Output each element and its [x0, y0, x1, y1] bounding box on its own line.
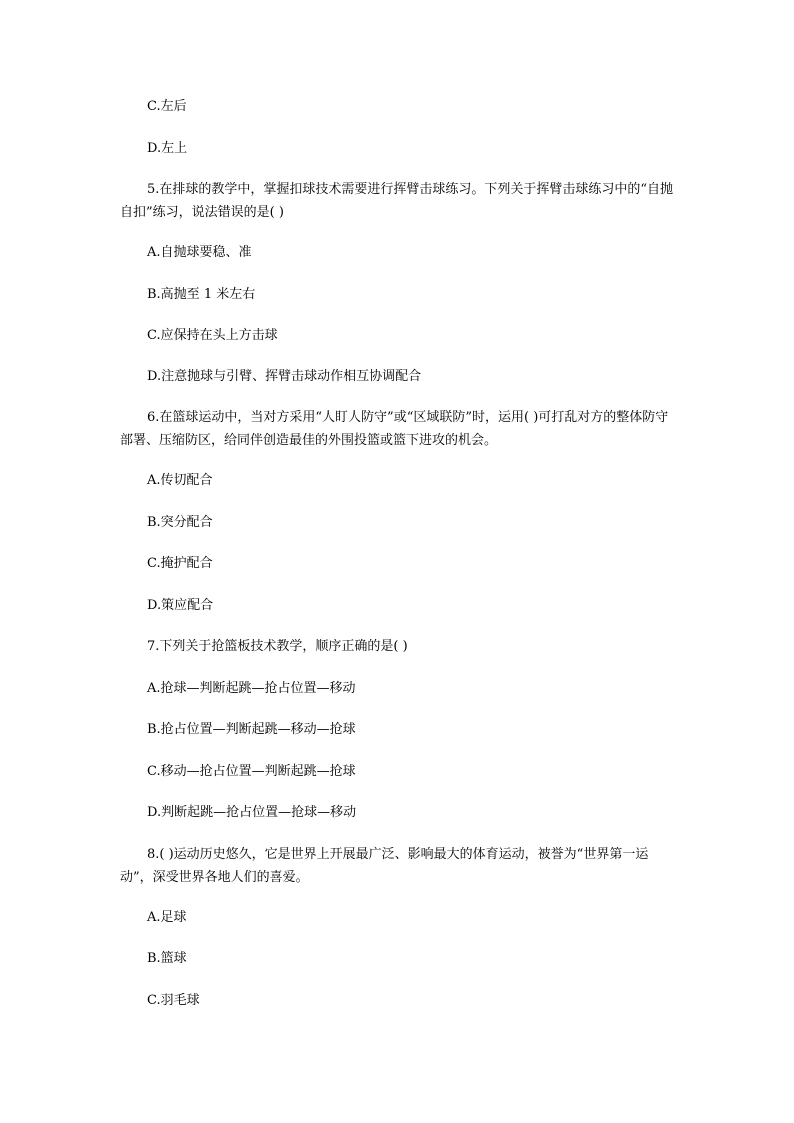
- q6-option-c: C.掩护配合: [147, 556, 213, 571]
- q7-stem: 7.下列关于抢篮板技术教学，顺序正确的是( ): [147, 639, 408, 654]
- q5-option-c: C.应保持在头上方击球: [147, 328, 278, 343]
- q5-option-b: B.高抛至 1 米左右: [147, 287, 256, 302]
- q6-option-d: D.策应配合: [147, 598, 214, 613]
- q4-option-c: C.左后: [147, 99, 187, 114]
- q7-option-a: A.抢球—判断起跳—抢占位置—移动: [147, 681, 356, 696]
- q6-option-a: A.传切配合: [147, 473, 213, 488]
- q5-option-d: D.注意抛球与引臂、挥臂击球动作相互协调配合: [147, 369, 422, 384]
- q7-option-d: D.判断起跳—抢占位置—抢球—移动: [147, 805, 357, 820]
- q8-option-a: A.足球: [147, 910, 187, 925]
- q6-stem: 6.在篮球运动中，当对方采用“人盯人防守”或“区域联防”时，运用( )可打乱对方的整体防守部署、压缩防区，给同伴创造最佳的外围投篮或篮下进攻的机会。: [120, 410, 669, 448]
- q7-option-b: B.抢占位置—判断起跳—移动—抢球: [147, 722, 356, 737]
- q8-stem: 8.( )运动历史悠久，它是世界上开展最广泛、影响最大的体育运动，被誉为“世界第一运动”，深受世界各地人们的喜爱。: [120, 847, 649, 885]
- q4-option-d: D.左上: [147, 141, 188, 156]
- q7-option-c: C.移动—抢占位置—判断起跳—抢球: [147, 764, 356, 779]
- q8-option-b: B.篮球: [147, 951, 187, 966]
- q8-option-c: C.羽毛球: [147, 993, 200, 1008]
- q5-stem: 5.在排球的教学中，掌握扣球技术需要进行挥臂击球练习。下列关于挥臂击球练习中的“自抛自扣”练习，说法错误的是( ): [120, 182, 674, 220]
- q5-option-a: A.自抛球要稳、准: [147, 245, 252, 260]
- q6-option-b: B.突分配合: [147, 515, 213, 530]
